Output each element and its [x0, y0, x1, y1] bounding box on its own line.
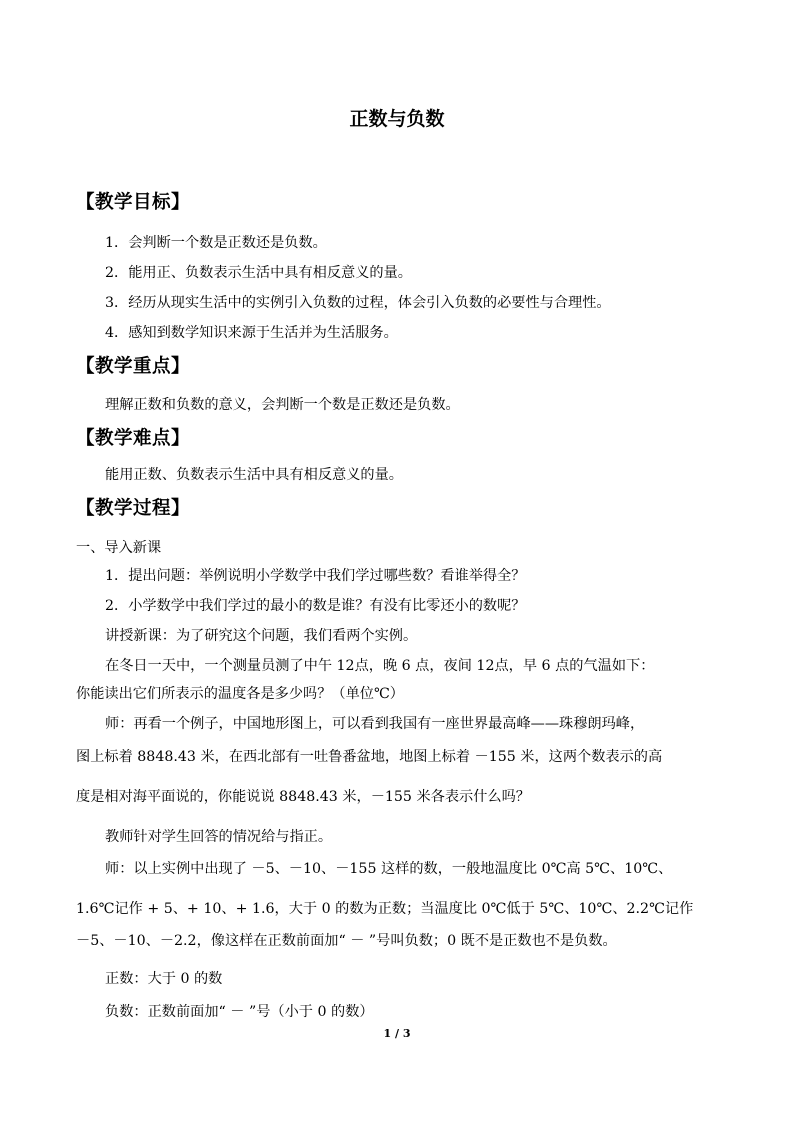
goal-item-3: 3．经历从现实生活中的实例引入负数的过程，体会引入负数的必要性与合理性。	[105, 295, 611, 311]
paragraph-temperature-line1: 在冬日一天中，一个测量员测了中午 12点，晚 6 点，夜间 12点，早 6 点的气温如下：	[105, 658, 655, 674]
section-header-focus: 【教学重点】	[76, 356, 191, 377]
question-1: 1．提出问题：举例说明小学数学中我们学过哪些数？看谁举得全？	[105, 568, 526, 584]
teacher-feedback: 教师针对学生回答的情况给与指正。	[105, 829, 333, 845]
difficulty-text: 能用正数、负数表示生活中具有相反意义的量。	[105, 467, 403, 483]
definition-negative: 负数：正数前面加“ － ”号（小于 0 的数）	[105, 1004, 374, 1020]
question-2: 2．小学数学中我们学过的最小的数是谁？有没有比零还小的数呢？	[105, 598, 526, 614]
paragraph-definition-line2: 1.6℃记作 + 5、+ 10、+ 1.6，大于 0 的数为正数；当温度比 0℃低于 5℃、10℃、2.2℃记作	[76, 901, 694, 917]
process-part1-heading: 一、导入新课	[76, 540, 162, 556]
section-header-process: 【教学过程】	[76, 498, 191, 519]
paragraph-definition-line1: 师：以上实例中出现了 －5、－10、－155 这样的数，一般地温度比 0℃高 5℃、10℃、	[105, 861, 673, 877]
page-number: 1 / 3	[383, 1027, 411, 1040]
paragraph-altitude-line3: 度是相对海平面说的，你能说说 8848.43 米，－155 米各表示什么吗？	[76, 789, 530, 805]
section-header-goals: 【教学目标】	[76, 192, 191, 213]
paragraph-temperature-line2: 你能读出它们所表示的温度各是多少吗？（单位℃）	[76, 686, 404, 702]
paragraph-definition-line3: －5、－10、－2.2，像这样在正数前面加“ － ”号叫负数；0 既不是正数也不是负数。	[76, 933, 617, 949]
goal-item-4: 4．感知到数学知识来源于生活并为生活服务。	[105, 325, 398, 341]
paragraph-altitude-line1: 师：再看一个例子，中国地形图上，可以看到我国有一座世界最高峰——珠穆朗玛峰，	[105, 716, 645, 732]
lecture-intro: 讲授新课：为了研究这个问题，我们看两个实例。	[105, 628, 418, 644]
definition-positive: 正数：大于 0 的数	[105, 971, 223, 987]
section-header-difficulty: 【教学难点】	[76, 428, 191, 449]
paragraph-altitude-line2: 图上标着 8848.43 米，在西北部有一吐鲁番盆地，地图上标着 －155 米，这两个数表示的高	[76, 749, 663, 765]
goal-item-1: 1．会判断一个数是正数还是负数。	[105, 235, 327, 251]
document-title: 正数与负数	[349, 108, 445, 130]
focus-text: 理解正数和负数的意义，会判断一个数是正数还是负数。	[105, 397, 460, 413]
goal-item-2: 2．能用正、负数表示生活中具有相反意义的量。	[105, 265, 412, 281]
